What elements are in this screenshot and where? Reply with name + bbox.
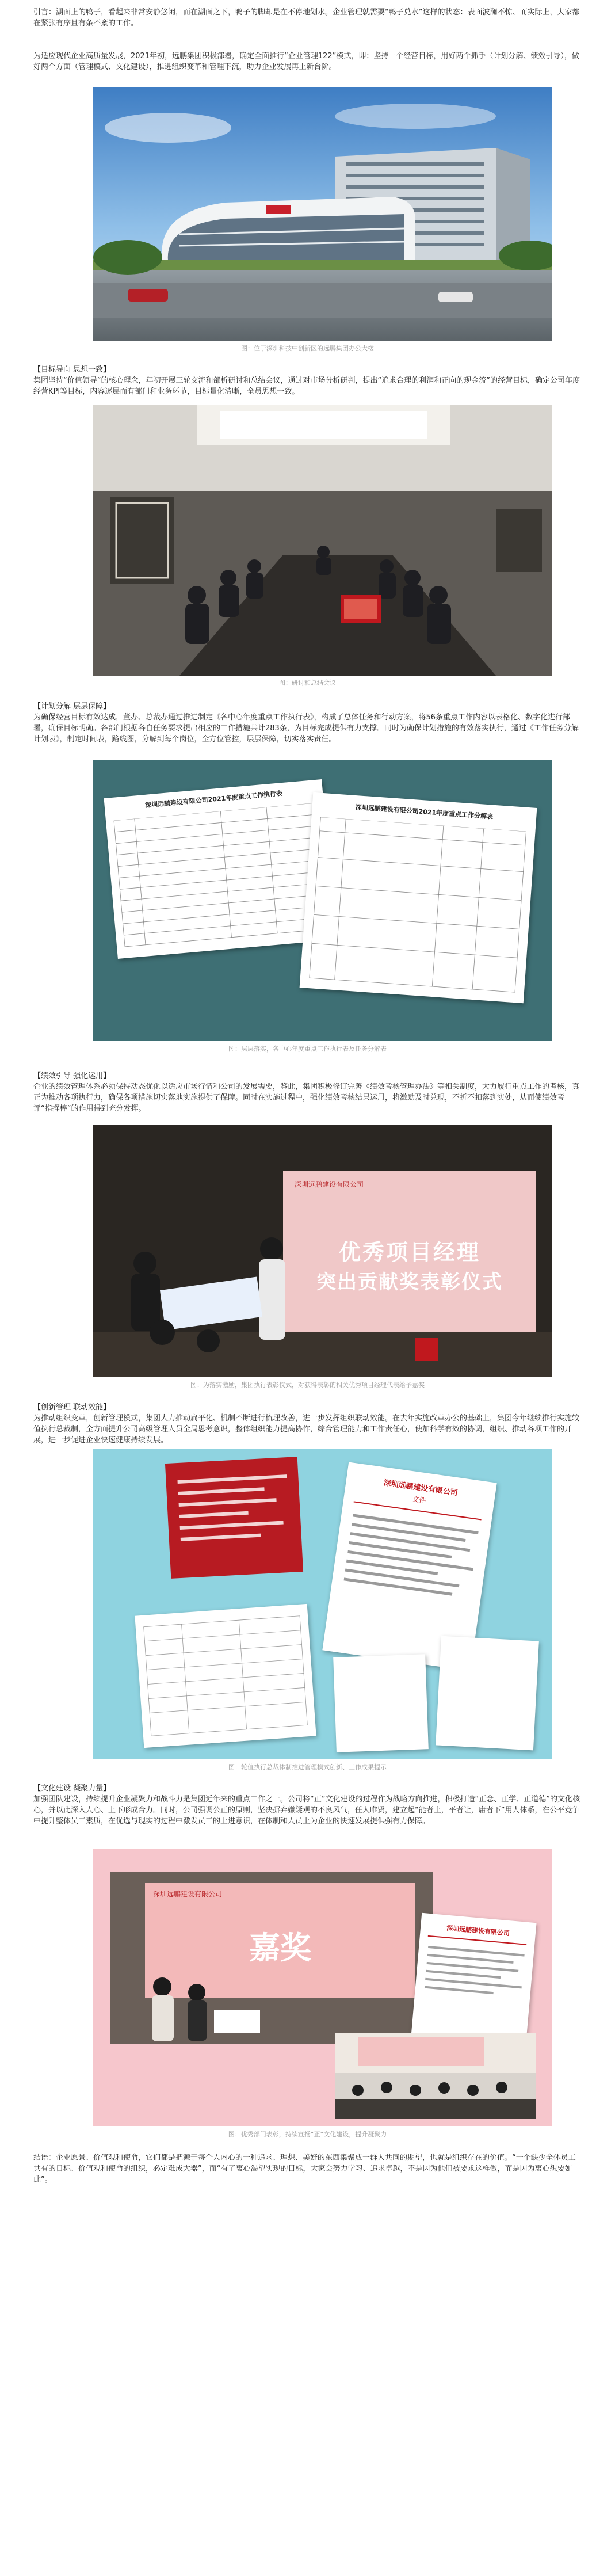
execution-table-title: 深圳远鹏建设有限公司2021年度重点工作执行表 (144, 790, 283, 809)
section-body-innovation: 为推动组织变革，创新管理模式，集团大力推动扁平化、机制不断进行梳理改善，进一步发挥组织联动效能。在去年实施改革办公的基础上，集团今年继续推行实施较值执行总裁制，全方面提升公司高级管理人员全局思考意识，整体组织能力提高协作，综合管理能力和工作责任心，使加科学有效的协调，组织、推动各项工作的开展，进一步促进企业快速健康持续发展。 (33, 1414, 580, 1445)
small-document-center (333, 1654, 429, 1752)
award-ceremony-photo (93, 1125, 552, 1377)
banner-company: 深圳远鹏建设有限公司 (295, 1180, 364, 1188)
execution-table-document (104, 779, 336, 959)
small-document-right (436, 1636, 539, 1751)
caption-meeting: 图：研讨和总结会议 (279, 679, 336, 687)
section-body-culture: 加强团队建设，持续提升企业凝聚力和战斗力是集团近年来的重点工作之一。公司将“正”文化建设的过程作为战略方向推进，积极打造“正念、正学、正道德”的文化核心，并以此深入人心、上下形成合力。同时，公司强调公正的原则，坚决摒弃嫌疑观的不良风气，任人唯贤，建立起“能者上，平者让，庸者下”用人体系，在公平竞争中提升整体员工素质，在优选与现实的过程中激发员工的上进意识，在体制和人员上为企业的快速发展提供强有力保障。 (33, 1795, 580, 1826)
caption-headquarters: 图：位于深圳科技中创新区的远鹏集团办公大楼 (241, 345, 374, 352)
intro-paragraph-1: 引言：湖面上的鸭子，看起来非常安静悠闲，而在湖面之下，鸭子的脚却是在不停地划水。企业管理就需要“鸭子兑水”这样的状态：表面波澜不惊、而实际上，大家都在紧张有序且有条不紊的工作。 (33, 8, 580, 28)
award-stage-photo (110, 1872, 433, 2044)
section-body-plan: 为确保经营目标有效达成，董办、总裁办通过推进制定《各中心年度重点工作执行表》，构成了总体任务和行动方案，将56条重点工作内容以表格化、数字化进行部署，确保目标明确。各部门根据各自任务要求提出相应的工作措施共计283条，为目标完成提供有力支撑。同时为确保计划措施的有效落实执行，通过《工作任务分解计划表》，制定时间表，路线图，分解到每个岗位，全方位管控，层层保障，切实落实责任。 (33, 713, 579, 744)
table-document-left (135, 1604, 316, 1748)
banner-title-line1: 优秀项目经理 (338, 1240, 480, 1265)
rotating-president-documents-photo (93, 1449, 552, 1759)
red-booklet-document (165, 1457, 303, 1579)
conclusion-paragraph: 结语：企业愿景、价值观和使命，它们都是把源于每个人内心的一种追求、理想、美好的东西集聚成一群人共同的期望，也就是组织存在的价值。“一个缺少全体员工共有的目标、价值观和使命的组织，必定难成大器”，而“有了衷心渴望实现的目标，大家会努力学习、追求卓越，不是因为他们被要求这样做，而是因为衷心想要如此”。 (33, 2154, 576, 2184)
award-screen-text: 嘉奖 (249, 1930, 311, 1966)
section-heading-plan: 【计划分解 层层保障】 (33, 702, 111, 711)
section-heading-culture: 【文化建设 凝聚力量】 (33, 1784, 111, 1793)
section-heading-goals: 【目标导向 思想一致】 (33, 365, 111, 374)
intro-paragraph-2: 为适应现代企业高质量发展，2021年初，远鹏集团积极部署，确定全面推行“企业管理122”模式，即：坚持一个经营目标，用好两个抓手（计划分解、绩效引导），做好两个方面（管理模式、文化建设），推进组织变革和管理下沉，助力企业发展再上新台阶。 (33, 52, 579, 71)
task-breakdown-document (300, 792, 537, 1003)
notice-subtitle: 文件 (411, 1495, 427, 1505)
caption-innovation: 图：轮值执行总裁体制推进管理模式创新、工作成果提示 (228, 1763, 387, 1771)
culture-notice-title: 深圳远鹏建设有限公司 (446, 1924, 510, 1938)
banner-title-line2: 突出贡献奖表彰仪式 (316, 1271, 503, 1294)
caption-plan: 图：层层落实，各中心年度重点工作执行表及任务分解表 (228, 1045, 387, 1053)
task-breakdown-title: 深圳远鹏建设有限公司2021年度重点工作分解表 (355, 803, 494, 821)
section-body-performance: 企业的绩效管理体系必须保持动态优化以适应市场行情和公司的发展需要，鉴此，集团积极修订完善《绩效考核管理办法》等相关制度，大力履行重点工作的考核，真正为推动各项执行力，确保各项措施切实落地实施提供了保障。同时在实施过程中，强化绩效考核结果运用，将激励及时兑现，不折不扣落到实处，从而使绩效考评“指挥棒”的作用得到充分发挥。 (33, 1083, 580, 1113)
section-body-goals: 集团坚持“价值领导”的核心理念，年初开展三轮交流和部析研讨和总结会议，通过对市场分析研判，提出“追求合理的利润和正向的现金流”的经营目标，确定公司年度经营KPI等目标，内容逐层而有部门和业务环节，目标量化清晰，全员思想一致。 (33, 376, 580, 396)
caption-culture: 图：优秀部门表彰，持续宣扬“正”文化建设，提升凝聚力 (228, 2131, 387, 2138)
notice-title: 深圳远鹏建设有限公司 (383, 1478, 459, 1498)
meeting-room-photo (93, 405, 552, 676)
plan-documents-photo (93, 760, 552, 1041)
award-screen-company: 深圳远鹏建设有限公司 (153, 1890, 223, 1898)
caption-award: 图：为落实激励，集团执行表彰仪式，对获得表彰的相关优秀项目经理代表给予嘉奖 (190, 1381, 425, 1389)
section-heading-performance: 【绩效引导 强化运用】 (33, 1072, 111, 1080)
meeting-group-photo (335, 2033, 536, 2119)
headquarters-building-photo (93, 87, 552, 341)
culture-award-photo (93, 1849, 552, 2126)
section-heading-innovation: 【创新管理 联动效能】 (33, 1403, 111, 1412)
